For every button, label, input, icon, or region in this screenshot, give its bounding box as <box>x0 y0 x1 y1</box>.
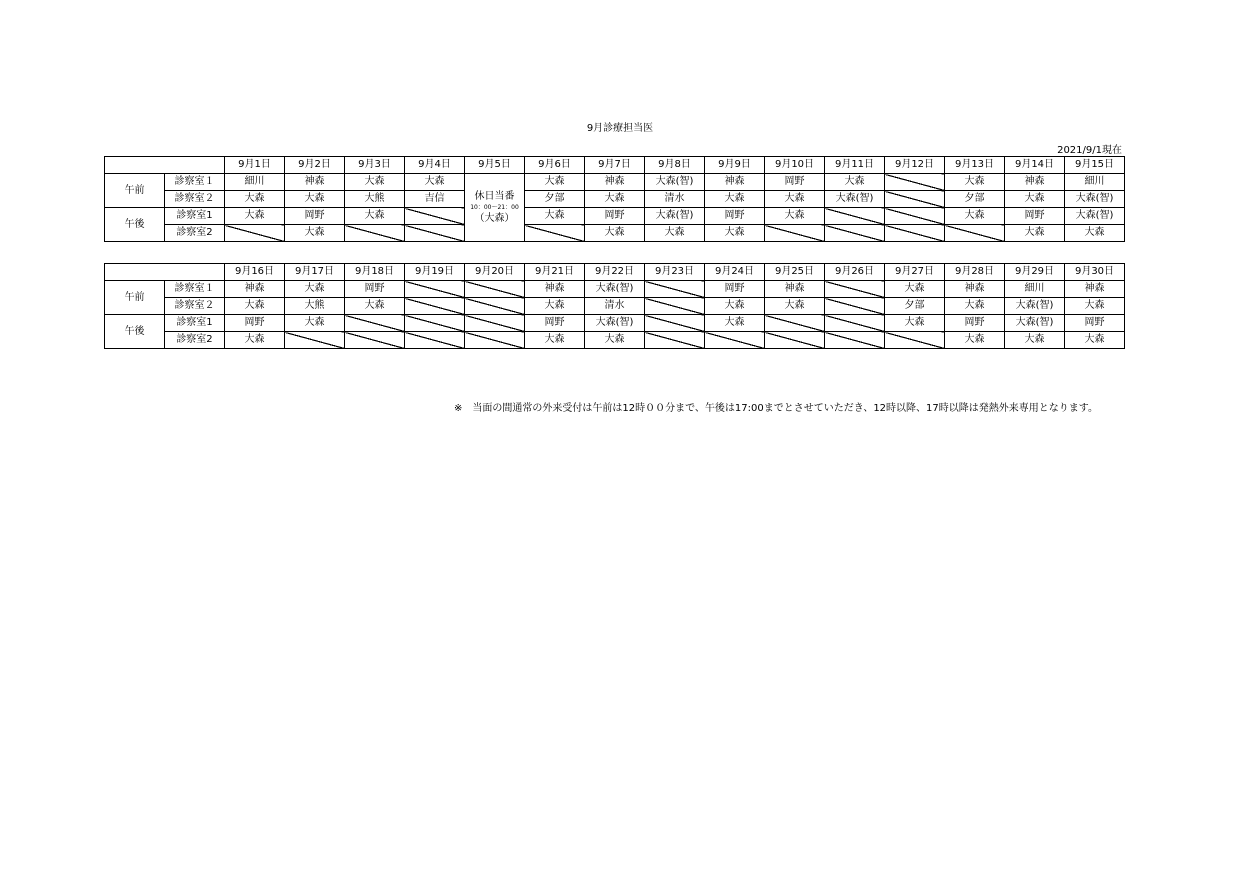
holiday-duty-doctor: （大森） <box>474 212 515 224</box>
doctor-cell: 岡野 <box>225 315 285 332</box>
doctor-cell: 細川 <box>225 174 285 191</box>
closed-cell <box>345 332 405 349</box>
date-header-row <box>105 157 1125 174</box>
doctor-cell: 神森 <box>945 281 1005 298</box>
period-label-am: 午前 <box>105 174 165 208</box>
closed-cell <box>645 332 705 349</box>
date-header-row <box>105 264 1125 281</box>
date-header: 9月10日 <box>765 157 825 174</box>
doctor-cell: 夕部 <box>945 191 1005 208</box>
doctor-cell: 大森 <box>885 281 945 298</box>
schedule-row-pm_room1 <box>105 315 1125 332</box>
closed-cell <box>645 281 705 298</box>
date-header: 9月13日 <box>945 157 1005 174</box>
schedule-row-am_room2 <box>105 191 1125 208</box>
date-header: 9月6日 <box>525 157 585 174</box>
doctor-cell: 細川 <box>1065 174 1125 191</box>
closed-cell <box>765 315 825 332</box>
closed-cell <box>525 225 585 242</box>
doctor-cell: 大森 <box>225 208 285 225</box>
doctor-cell: 岡野 <box>345 281 405 298</box>
room-label: 診察室2 <box>165 225 225 242</box>
closed-cell <box>885 191 945 208</box>
closed-cell <box>345 315 405 332</box>
date-header: 9月9日 <box>705 157 765 174</box>
date-header: 9月22日 <box>585 264 645 281</box>
doctor-cell: 岡野 <box>705 208 765 225</box>
doctor-cell: 大森 <box>525 298 585 315</box>
period-label-am: 午前 <box>105 281 165 315</box>
doctor-cell: 神森 <box>285 174 345 191</box>
schedule-row-am_room2 <box>105 298 1125 315</box>
date-header: 9月20日 <box>465 264 525 281</box>
doctor-cell: 大森 <box>1065 332 1125 349</box>
date-header: 9月14日 <box>1005 157 1065 174</box>
room-label: 診察室1 <box>165 208 225 225</box>
doctor-cell: 神森 <box>525 281 585 298</box>
room-label: 診察室１ <box>165 174 225 191</box>
holiday-duty-cell <box>465 174 525 242</box>
doctor-cell: 大森 <box>705 191 765 208</box>
closed-cell <box>945 225 1005 242</box>
closed-cell <box>885 332 945 349</box>
doctor-cell: 神森 <box>1005 174 1065 191</box>
schedule-table-2 <box>104 263 1125 349</box>
date-header: 9月24日 <box>705 264 765 281</box>
doctor-cell: 大森 <box>705 298 765 315</box>
date-header: 9月29日 <box>1005 264 1065 281</box>
date-header: 9月19日 <box>405 264 465 281</box>
closed-cell <box>825 298 885 315</box>
date-header: 9月15日 <box>1065 157 1125 174</box>
doctor-cell: 大森 <box>405 174 465 191</box>
doctor-cell: 神森 <box>585 174 645 191</box>
closed-cell <box>405 281 465 298</box>
doctor-cell: 大森 <box>345 298 405 315</box>
room-label: 診察室１ <box>165 281 225 298</box>
closed-cell <box>825 315 885 332</box>
date-header: 9月21日 <box>525 264 585 281</box>
closed-cell <box>765 225 825 242</box>
header-corner <box>105 157 225 174</box>
doctor-cell: 大森(智) <box>585 281 645 298</box>
date-header: 9月26日 <box>825 264 885 281</box>
room-label: 診察室1 <box>165 315 225 332</box>
doctor-cell: 大森 <box>945 174 1005 191</box>
doctor-cell: 大森 <box>705 315 765 332</box>
doctor-cell: 吉信 <box>405 191 465 208</box>
date-header: 9月30日 <box>1065 264 1125 281</box>
doctor-cell: 大森 <box>225 191 285 208</box>
date-header: 9月27日 <box>885 264 945 281</box>
closed-cell <box>825 208 885 225</box>
page-title: 9月診療担当医 <box>586 123 654 134</box>
doctor-cell: 岡野 <box>1065 315 1125 332</box>
room-label: 診察室2 <box>165 332 225 349</box>
doctor-cell: 大森 <box>945 332 1005 349</box>
closed-cell <box>465 298 525 315</box>
date-header: 9月16日 <box>225 264 285 281</box>
doctor-cell: 大森 <box>945 298 1005 315</box>
doctor-cell: 大森 <box>225 298 285 315</box>
schedule-row-am_room1 <box>105 281 1125 298</box>
closed-cell <box>405 298 465 315</box>
closed-cell <box>285 332 345 349</box>
reception-hours-note: ※ 当面の間通常の外来受付は午前は12時００分まで、午後は17:00までとさせていただき、12時以降、17時以降は発熱外来専用となります。 <box>454 403 1098 414</box>
doctor-cell: 岡野 <box>525 315 585 332</box>
as-of-date: 2021/9/1現在 <box>1057 145 1122 156</box>
doctor-cell: 大森(智) <box>1065 208 1125 225</box>
doctor-cell: 大森 <box>285 225 345 242</box>
doctor-cell: 大森 <box>645 225 705 242</box>
room-label: 診察室２ <box>165 298 225 315</box>
doctor-cell: 大森(智) <box>645 174 705 191</box>
doctor-cell: 大森 <box>765 208 825 225</box>
doctor-cell: 神森 <box>705 174 765 191</box>
doctor-cell: 細川 <box>1005 281 1065 298</box>
doctor-cell: 神森 <box>765 281 825 298</box>
doctor-cell: 清水 <box>585 298 645 315</box>
doctor-cell: 大森 <box>765 191 825 208</box>
date-header: 9月28日 <box>945 264 1005 281</box>
doctor-cell: 大森(智) <box>825 191 885 208</box>
doctor-cell: 大森 <box>225 332 285 349</box>
doctor-cell: 神森 <box>1065 281 1125 298</box>
closed-cell <box>405 208 465 225</box>
closed-cell <box>345 225 405 242</box>
doctor-cell: 大森 <box>1065 225 1125 242</box>
doctor-cell: 大熊 <box>345 191 405 208</box>
schedule-row-pm_room2 <box>105 225 1125 242</box>
doctor-cell: 岡野 <box>1005 208 1065 225</box>
doctor-cell: 大森 <box>825 174 885 191</box>
closed-cell <box>405 225 465 242</box>
date-header: 9月23日 <box>645 264 705 281</box>
date-header: 9月4日 <box>405 157 465 174</box>
doctor-cell: 大森 <box>945 208 1005 225</box>
closed-cell <box>765 332 825 349</box>
doctor-cell: 大森 <box>765 298 825 315</box>
doctor-cell: 大森 <box>585 191 645 208</box>
closed-cell <box>465 315 525 332</box>
doctor-cell: 神森 <box>225 281 285 298</box>
period-label-pm: 午後 <box>105 315 165 349</box>
doctor-cell: 大森 <box>1005 225 1065 242</box>
doctor-cell: 大森 <box>345 174 405 191</box>
date-header: 9月11日 <box>825 157 885 174</box>
doctor-cell: 岡野 <box>585 208 645 225</box>
date-header: 9月3日 <box>345 157 405 174</box>
doctor-cell: 大森(智) <box>585 315 645 332</box>
doctor-cell: 岡野 <box>285 208 345 225</box>
doctor-cell: 大森 <box>1005 332 1065 349</box>
closed-cell <box>825 281 885 298</box>
doctor-cell: 大森(智) <box>1065 191 1125 208</box>
closed-cell <box>885 225 945 242</box>
doctor-cell: 夕部 <box>885 298 945 315</box>
date-header: 9月2日 <box>285 157 345 174</box>
closed-cell <box>405 315 465 332</box>
closed-cell <box>825 225 885 242</box>
schedule-row-am_room1 <box>105 174 1125 191</box>
doctor-cell: 大熊 <box>285 298 345 315</box>
period-label-pm: 午後 <box>105 208 165 242</box>
closed-cell <box>885 208 945 225</box>
doctor-cell: 岡野 <box>765 174 825 191</box>
doctor-cell: 夕部 <box>525 191 585 208</box>
schedule-table-1 <box>104 156 1125 242</box>
doctor-cell: 大森 <box>885 315 945 332</box>
holiday-duty-hours: 10：00～21：00 <box>470 203 519 211</box>
date-header: 9月18日 <box>345 264 405 281</box>
doctor-cell: 大森 <box>285 191 345 208</box>
date-header: 9月8日 <box>645 157 705 174</box>
date-header: 9月1日 <box>225 157 285 174</box>
doctor-cell: 大森 <box>285 315 345 332</box>
schedule-row-pm_room2 <box>105 332 1125 349</box>
doctor-cell: 大森 <box>285 281 345 298</box>
date-header: 9月12日 <box>885 157 945 174</box>
closed-cell <box>645 298 705 315</box>
closed-cell <box>465 281 525 298</box>
closed-cell <box>465 332 525 349</box>
doctor-cell: 大森(智) <box>645 208 705 225</box>
doctor-cell: 大森 <box>345 208 405 225</box>
header-corner <box>105 264 225 281</box>
doctor-cell: 大森 <box>525 208 585 225</box>
doctor-cell: 大森(智) <box>1005 315 1065 332</box>
doctor-cell: 大森 <box>585 225 645 242</box>
date-header: 9月25日 <box>765 264 825 281</box>
closed-cell <box>825 332 885 349</box>
closed-cell <box>885 174 945 191</box>
room-label: 診察室２ <box>165 191 225 208</box>
doctor-cell: 清水 <box>645 191 705 208</box>
date-header: 9月17日 <box>285 264 345 281</box>
doctor-cell: 大森 <box>1005 191 1065 208</box>
doctor-cell: 大森 <box>525 174 585 191</box>
closed-cell <box>405 332 465 349</box>
closed-cell <box>645 315 705 332</box>
schedule-row-pm_room1 <box>105 208 1125 225</box>
doctor-cell: 大森 <box>1065 298 1125 315</box>
doctor-cell: 岡野 <box>705 281 765 298</box>
doctor-cell: 大森(智) <box>1005 298 1065 315</box>
closed-cell <box>705 332 765 349</box>
doctor-cell: 大森 <box>705 225 765 242</box>
date-header: 9月7日 <box>585 157 645 174</box>
doctor-cell: 大森 <box>585 332 645 349</box>
doctor-cell: 岡野 <box>945 315 1005 332</box>
holiday-duty-label: 休日当番 <box>474 190 515 202</box>
doctor-cell: 大森 <box>525 332 585 349</box>
date-header: 9月5日 <box>465 157 525 174</box>
closed-cell <box>225 225 285 242</box>
